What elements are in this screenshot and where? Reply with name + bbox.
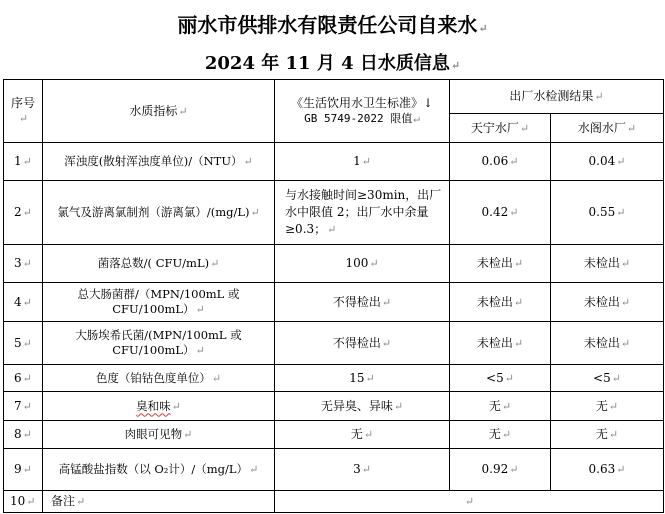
row-number: 4↵ (4, 283, 43, 322)
header-seq: 序号↵ (4, 80, 43, 143)
table-row (4, 421, 664, 449)
row-indicator: 浑浊度(散射浑浊度单位)/（NTU）↵ (43, 143, 275, 181)
paragraph-mark: ↵ (393, 399, 404, 413)
row-limit: 3↵ (275, 449, 450, 491)
header-standard (275, 80, 450, 143)
document-title: 丽水市供排水有限责任公司自来水↵ (177, 13, 488, 37)
paragraph-mark: ↵ (608, 399, 619, 413)
paragraph-mark: ↵ (178, 104, 188, 118)
paragraph-mark: ↵ (22, 463, 32, 476)
paragraph-mark: ↵ (509, 206, 519, 219)
row-limit: 无↵ (275, 421, 450, 449)
row-limit: 不得检出↵ (275, 283, 450, 322)
row-indicator: 色度（铂钴色度单位）↵ (43, 365, 275, 392)
paragraph-mark: ↵ (243, 155, 253, 168)
paragraph-mark: ↵ (369, 257, 379, 270)
paragraph-mark: ↵ (22, 206, 32, 219)
paragraph-mark: ↵ (195, 344, 205, 357)
row-limit: 100↵ (275, 245, 450, 283)
paragraph-mark: ↵ (450, 59, 461, 72)
paragraph-mark: ↵ (250, 206, 260, 219)
header-indicator: 水质指标↵ (43, 80, 275, 143)
paragraph-mark: ↵ (22, 336, 32, 350)
paragraph-mark: ↵ (611, 371, 621, 385)
row-plant2-value: 无↵ (551, 392, 664, 421)
paragraph-mark: ↵ (620, 336, 631, 350)
paragraph-mark: ↵ (249, 463, 259, 476)
row-plant1-value: 0.42↵ (450, 181, 551, 245)
paragraph-mark: ↵ (365, 371, 375, 385)
table-row (4, 449, 664, 491)
row-limit: 无异臭、异味↵ (275, 392, 450, 421)
remark-row (4, 491, 664, 513)
row-limit: 不得检出↵ (275, 322, 450, 365)
row-number: 8↵ (4, 421, 43, 449)
remark-content (275, 491, 664, 513)
row-indicator: 总大肠菌群/（MPN/100mL 或 CFU/100mL）↵ (43, 283, 275, 322)
paragraph-mark: ↵ (22, 428, 32, 441)
paragraph-mark: ↵ (413, 112, 420, 125)
water-quality-table (3, 79, 664, 513)
row-plant1-value: 未检出↵ (450, 283, 551, 322)
row-plant2-value: 0.63↵ (551, 449, 664, 491)
header-standard-name: 《生活饮用水卫生标准》↓ (290, 96, 434, 110)
paragraph-mark: ↵ (361, 155, 371, 168)
row-limit: 与水接触时间≥30min，出厂水中限值 2；出厂水中余量≥0.3；↵ (275, 181, 450, 245)
row-indicator: 臭和味↵ (43, 392, 275, 421)
document-subtitle-date: 2024 年 11 月 4 日水质信息↵ (204, 53, 461, 74)
row-indicator: 氯气及游离氯制剂（游离氯）/(mg/L)↵ (43, 181, 275, 245)
paragraph-mark: ↵ (513, 257, 524, 270)
table-row (4, 392, 664, 421)
paragraph-mark: ↵ (501, 399, 512, 413)
paragraph-mark: ↵ (616, 463, 626, 476)
paragraph-mark: ↵ (171, 399, 181, 413)
paragraph-mark: ↵ (616, 155, 626, 168)
paragraph-mark: ↵ (211, 371, 222, 385)
header-plant-results: 出厂水检测结果↵ (450, 80, 664, 114)
table-row (4, 365, 664, 392)
paragraph-mark: ↵ (327, 223, 337, 236)
table-row (4, 143, 664, 181)
row-plant1-value: 无↵ (450, 392, 551, 421)
row-indicator: 菌落总数/( CFU/mL)↵ (43, 245, 275, 283)
row-limit: 15↵ (275, 365, 450, 392)
row-plant2-value: 0.55↵ (551, 181, 664, 245)
paragraph-mark: ↵ (22, 371, 32, 385)
row-plant2-value: 无↵ (551, 421, 664, 449)
paragraph-mark: ↵ (513, 295, 524, 309)
row-plant2-value: 未检出↵ (551, 283, 664, 322)
paragraph-mark: ↵ (608, 428, 619, 441)
table-row (4, 283, 664, 322)
row-limit: 1↵ (275, 143, 450, 181)
table-row (4, 322, 664, 365)
paragraph-mark: ↵ (620, 257, 631, 270)
paragraph-mark: ↵ (509, 155, 519, 168)
paragraph-mark: ↵ (22, 257, 32, 270)
paragraph-mark: ↵ (381, 295, 392, 309)
row-number: 5↵ (4, 322, 43, 365)
paragraph-mark: ↵ (22, 155, 32, 168)
paragraph-mark: ↵ (210, 257, 220, 270)
paragraph-mark: ↵ (26, 495, 36, 508)
paragraph-mark: ↵ (183, 428, 193, 441)
row-indicator: 大肠埃希氏菌/(MPN/100mL 或 CFU/100mL）↵ (43, 322, 275, 365)
paragraph-mark: ↵ (361, 463, 371, 476)
row-plant1-value: 无↵ (450, 421, 551, 449)
table-row (4, 181, 664, 245)
row-indicator: 肉眼可见物↵ (43, 421, 275, 449)
paragraph-mark: ↵ (594, 90, 604, 103)
paragraph-mark: ↵ (620, 295, 631, 309)
row-number: 6↵ (4, 365, 43, 392)
row-plant2-value: 0.04↵ (551, 143, 664, 181)
paragraph-mark: ↵ (501, 428, 512, 441)
paragraph-mark: ↵ (504, 371, 514, 385)
table-row (4, 245, 664, 283)
row-number: 9↵ (4, 449, 43, 491)
remark-number: 10↵ (4, 491, 43, 513)
paragraph-mark: ↵ (519, 121, 530, 135)
header-plant2: 水阁水厂↵ (551, 114, 664, 143)
header-plant1: 天宁水厂↵ (450, 114, 551, 143)
paragraph-mark: ↵ (464, 495, 475, 508)
header-standard-code: GB 5749-2022 限值↵ (304, 112, 420, 125)
row-indicator: 高锰酸盐指数（以 O₂计）/（mg/L）↵ (43, 449, 275, 491)
remark-label: 备注↵ (43, 491, 275, 513)
paragraph-mark: ↵ (18, 112, 29, 125)
paragraph-mark: ↵ (22, 295, 32, 309)
paragraph-mark: ↵ (509, 463, 519, 476)
paragraph-mark: ↵ (513, 336, 524, 350)
row-plant1-value: 未检出↵ (450, 245, 551, 283)
row-plant1-value: 未检出↵ (450, 322, 551, 365)
paragraph-mark: ↵ (616, 206, 626, 219)
paragraph-mark: ↵ (76, 495, 86, 508)
row-plant1-value: 0.92↵ (450, 449, 551, 491)
paragraph-mark: ↵ (363, 428, 374, 441)
row-number: 7↵ (4, 392, 43, 421)
paragraph-mark: ↵ (626, 121, 637, 135)
paragraph-mark: ↵ (195, 303, 205, 316)
row-plant2-value: 未检出↵ (551, 322, 664, 365)
row-plant1-value: 0.06↵ (450, 143, 551, 181)
row-number: 1↵ (4, 143, 43, 181)
row-plant2-value: 未检出↵ (551, 245, 664, 283)
paragraph-mark: ↵ (478, 22, 488, 35)
row-plant1-value: <5↵ (450, 365, 551, 392)
row-number: 3↵ (4, 245, 43, 283)
paragraph-mark: ↵ (22, 399, 32, 413)
row-plant2-value: <5↵ (551, 365, 664, 392)
row-number: 2↵ (4, 181, 43, 245)
paragraph-mark: ↵ (381, 336, 392, 350)
